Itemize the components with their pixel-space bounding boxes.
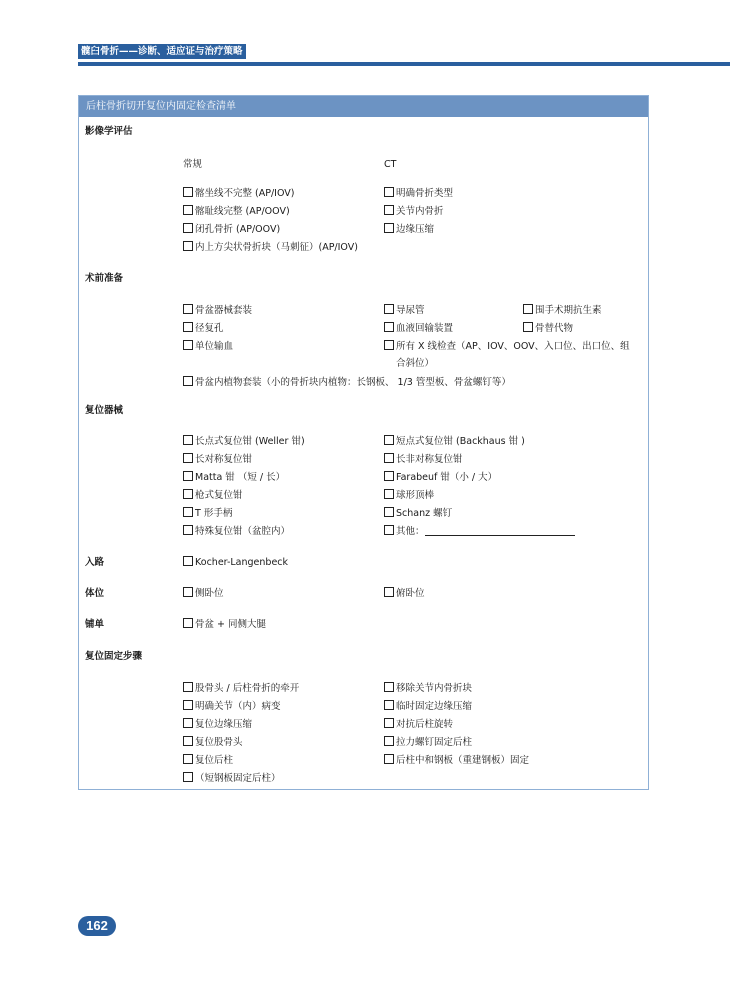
section-position: 体位 <box>85 588 105 599</box>
checkbox-item[interactable]: 球形顶棒 <box>384 489 434 503</box>
checkbox-item[interactable]: 拉力螺钉固定后柱 <box>384 736 472 750</box>
checkbox-item[interactable]: 股骨头 / 后柱骨折的牵开 <box>183 682 299 696</box>
checkbox-item[interactable]: 闭孔骨折 (AP/OOV) <box>183 223 280 237</box>
checkbox-item[interactable]: 侧卧位 <box>183 587 224 601</box>
checkbox-item[interactable]: 骨盆 + 同侧大腿 <box>183 618 266 632</box>
checkbox-item[interactable]: 血液回输装置 <box>384 322 453 336</box>
checkbox-item[interactable]: 髂坐线不完整 (AP/IOV) <box>183 187 294 201</box>
checklist-box <box>78 95 649 790</box>
checkbox-item[interactable]: 长非对称复位钳 <box>384 453 463 467</box>
checkbox-item[interactable]: 骨盆内植物套装（小的骨折块内植物：长钢板、 1/3 管型板、骨盆螺钉等） <box>183 376 511 390</box>
page-number: 162 <box>78 916 116 936</box>
checkbox-item[interactable]: T 形手柄 <box>183 507 232 521</box>
checkbox-item[interactable]: 对抗后柱旋转 <box>384 718 453 732</box>
checkbox-item[interactable]: 围手术期抗生素 <box>523 304 602 318</box>
header-rule <box>78 62 730 66</box>
checkbox-item[interactable]: 后柱中和钢板（重建钢板）固定 <box>384 754 529 768</box>
checkbox-item[interactable]: 髂耻线完整 (AP/OOV) <box>183 205 290 219</box>
checkbox-item[interactable]: 枪式复位钳 <box>183 489 243 503</box>
section-instruments: 复位器械 <box>85 405 124 416</box>
checkbox-item[interactable]: 骨替代物 <box>523 322 573 336</box>
checkbox-item[interactable]: 骨盆器械套装 <box>183 304 252 318</box>
checkbox-item[interactable]: 长点式复位钳 (Weller 钳) <box>183 435 305 449</box>
checkbox-item[interactable]: 俯卧位 <box>384 587 425 601</box>
checkbox-item[interactable]: （短钢板固定后柱） <box>183 772 281 786</box>
checkbox-item[interactable]: Matta 钳 （短 / 长） <box>183 471 285 485</box>
section-imaging: 影像学评估 <box>85 126 133 137</box>
checkbox-item[interactable]: Schanz 螺钉 <box>384 507 452 521</box>
section-draping: 铺单 <box>85 619 105 630</box>
checkbox-item[interactable]: 所有 X 线检查（AP、IOV、OOV、入口位、出口位、组 <box>384 340 630 354</box>
checkbox-item[interactable]: 关节内骨折 <box>384 205 444 219</box>
checkbox-item[interactable]: 边缘压缩 <box>384 223 434 237</box>
other-field-row <box>384 525 575 539</box>
checkbox-item[interactable]: Farabeuf 钳（小 / 大） <box>384 471 497 485</box>
checkbox-item[interactable]: 单位输血 <box>183 340 233 354</box>
checklist-title: 后柱骨折切开复位内固定检查清单 <box>79 96 648 117</box>
checkbox-item[interactable]: 移除关节内骨折块 <box>384 682 472 696</box>
col-routine-header: 常规 <box>183 159 203 170</box>
section-steps: 复位固定步骤 <box>85 651 143 662</box>
checkbox-item[interactable]: 明确关节（内）病变 <box>183 700 281 714</box>
checkbox-item[interactable]: Kocher-Langenbeck <box>183 556 288 570</box>
checkbox-item[interactable]: 导尿管 <box>384 304 425 318</box>
checkbox-item[interactable]: 内上方尖状骨折块（马刺征）(AP/IOV) <box>183 241 358 255</box>
checkbox-item[interactable]: 其他： <box>384 526 425 537</box>
checkbox-item[interactable]: 临时固定边缘压缩 <box>384 700 472 714</box>
running-title: 髋臼骨折——诊断、适应证与治疗策略 <box>78 44 246 59</box>
checkbox-item[interactable]: 明确骨折类型 <box>384 187 453 201</box>
checkbox-item[interactable]: 特殊复位钳（盆腔内） <box>183 525 290 539</box>
other-blank-line[interactable] <box>425 526 575 536</box>
checkbox-item[interactable]: 长对称复位钳 <box>183 453 252 467</box>
section-preop: 术前准备 <box>85 273 124 284</box>
checkbox-item[interactable]: 复位股骨头 <box>183 736 243 750</box>
checkbox-item[interactable]: 复位边缘压缩 <box>183 718 252 732</box>
section-approach: 入路 <box>85 557 105 568</box>
col-ct-header: CT <box>384 159 397 170</box>
checkbox-item[interactable]: 复位后柱 <box>183 754 233 768</box>
checkbox-item[interactable]: 径复孔 <box>183 322 224 336</box>
checkbox-item-continuation: 合斜位） <box>396 358 435 369</box>
checkbox-item[interactable]: 短点式复位钳 (Backhaus 钳 ) <box>384 435 525 449</box>
